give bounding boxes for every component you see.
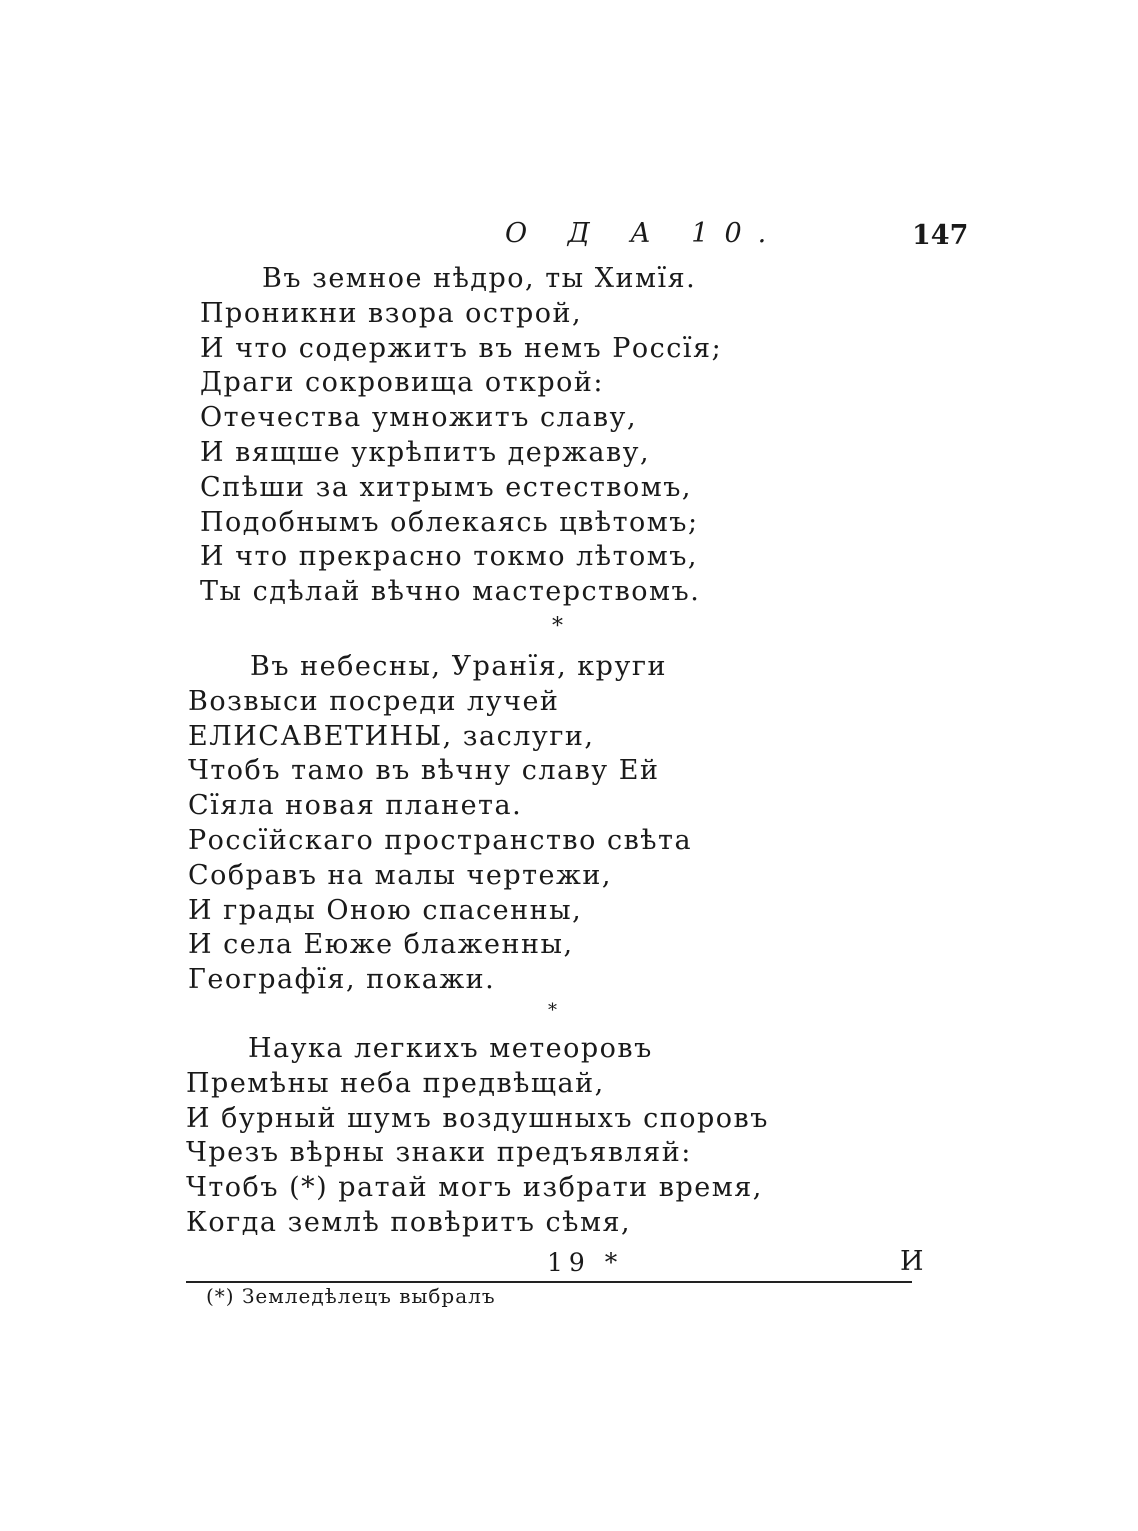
verse-line: И грады Оною спасенны,	[188, 894, 583, 926]
verse-line: Спѣши за хитрымъ естествомъ,	[200, 471, 693, 503]
verse-line: Въ небесны, Уранїя, круги	[250, 651, 667, 682]
verse-line: Проникни взора острой,	[200, 297, 583, 329]
stanza-separator: *	[548, 1000, 557, 1021]
page-number: 147	[912, 220, 969, 251]
verse-line: Ты сдѣлай вѣчно мастерствомъ.	[200, 576, 701, 608]
verse-line: Сїяла новая планета.	[188, 790, 523, 822]
stanza-2	[188, 650, 692, 998]
verse-line: Географїя, покажи.	[188, 964, 496, 996]
verse-line: И бурный шумъ воздушныхъ споровъ	[186, 1102, 769, 1134]
verse-line: Возвыси посреди лучей	[188, 685, 560, 717]
verse-line: Чрезъ вѣрны знаки предъявляй:	[186, 1137, 692, 1169]
catchword: И	[900, 1246, 924, 1277]
footnote-divider	[186, 1281, 912, 1283]
verse-line: И села Еюже блаженны,	[188, 929, 574, 961]
verse-line: И вящше укрѣпитъ державу,	[200, 436, 651, 468]
verse-line: Отечества умножитъ славу,	[200, 402, 638, 434]
verse-line: И что прекрасно токмо лѣтомъ,	[200, 541, 699, 573]
footnote: (*) Земледѣлецъ выбралъ	[206, 1284, 496, 1308]
verse-line: Когда землѣ повѣритъ сѣмя,	[186, 1206, 632, 1238]
verse-line: Чтобъ тамо въ вѣчну славу Ей	[188, 755, 660, 787]
verse-line: И что содержитъ въ немъ Россїя;	[200, 332, 723, 364]
stanza-3	[186, 1032, 769, 1241]
verse-line: Россїйскаго пространство свѣта	[188, 824, 693, 856]
verse-line: Драги сокровища открой:	[200, 367, 605, 399]
verse-line: Подобнымъ облекаясь цвѣтомъ;	[200, 506, 699, 538]
signature-mark: 19 *	[547, 1248, 624, 1277]
verse-line: Премѣны неба предвѣщай,	[186, 1067, 605, 1099]
verse-line: Наука легкихъ метеоровъ	[248, 1033, 653, 1064]
stanza-separator: *	[552, 614, 563, 639]
verse-line: Собравъ на малы чертежи,	[188, 859, 612, 891]
verse-line: Чтобъ (*) ратай могъ избрати время,	[186, 1172, 763, 1204]
ode-title: О Д А 10.	[505, 218, 783, 249]
verse-line: ЕЛИСАВЕТИНЫ, заслуги,	[188, 720, 595, 752]
verse-line: Въ земное нѣдро, ты Химїя.	[262, 263, 697, 294]
stanza-1	[200, 262, 722, 610]
